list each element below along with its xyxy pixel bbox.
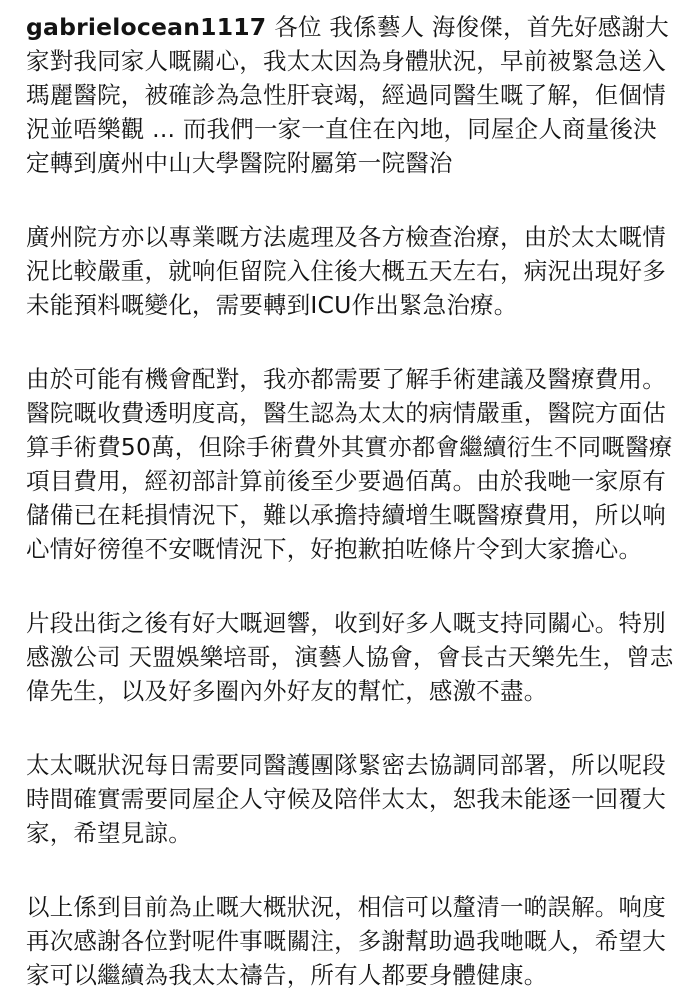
- caption-paragraph-2: 廣州院方亦以專業嘅方法處理及各方檢查治療，由於太太嘅情況比較嚴重，就响佢留院入住後大概五天左右，病況出現好多未能預料嘅變化，需要轉到ICU作出緊急治療。: [26, 223, 666, 319]
- caption-paragraph-1: [26, 10, 674, 180]
- caption-paragraph-4: 片段出街之後有好大嘅迴響，收到好多人嘅支持同關心。特別感激公司 天盟娛樂培哥，演藝人協會，會長古天樂先生，曾志偉先生，以及好多圈內外好友的幫忙，感激不盡。: [26, 609, 674, 705]
- username-link[interactable]: gabrielocean1117: [26, 13, 267, 41]
- caption-paragraph-3: 由於可能有機會配對，我亦都需要了解手術建議及醫療費用。醫院嘅收費透明度高，醫生認為太太的病情嚴重，醫院方面估算手術費50萬，但除手術費外其實亦都會繼續衍生不同嘅醫療項目費用，經初部計算前後至少要過佰萬。由於我哋一家原有儲備已在耗損情況下，難以承擔持續增生嘅醫療費用，所以响心情好徬徨不安嘅情況下，好抱歉拍咗條片令到大家擔心。: [26, 365, 673, 563]
- caption-paragraph-5: 太太嘅狀況每日需要同醫護團隊緊密去協調同部署，所以呢段時間確實需要同屋企人守候及陪伴太太，恕我未能逐一回覆大家，希望見諒。: [26, 751, 666, 847]
- caption-paragraph-6: 以上係到目前為止嘅大概狀況，相信可以釐清一啲誤解。响度再次感謝各位對呢件事嘅關注，多謝幫助過我哋嘅人，希望大家可以繼續為我太太禱告，所有人都要身體健康。: [26, 893, 666, 989]
- post-caption: [26, 10, 674, 992]
- caption-text-1: 各位 我係藝人 海俊傑，首先好感謝大家對我同家人嘅關心，我太太因為身體狀況，早前被緊急送入瑪麗醫院，被確診為急性肝衰竭，經過同醫生嘅了解，佢個情況並唔樂觀 ... 而我們一家一直住在內地，同屋企人商量後決定轉到廣州中山大學醫院附屬第一院醫治: [26, 13, 669, 177]
